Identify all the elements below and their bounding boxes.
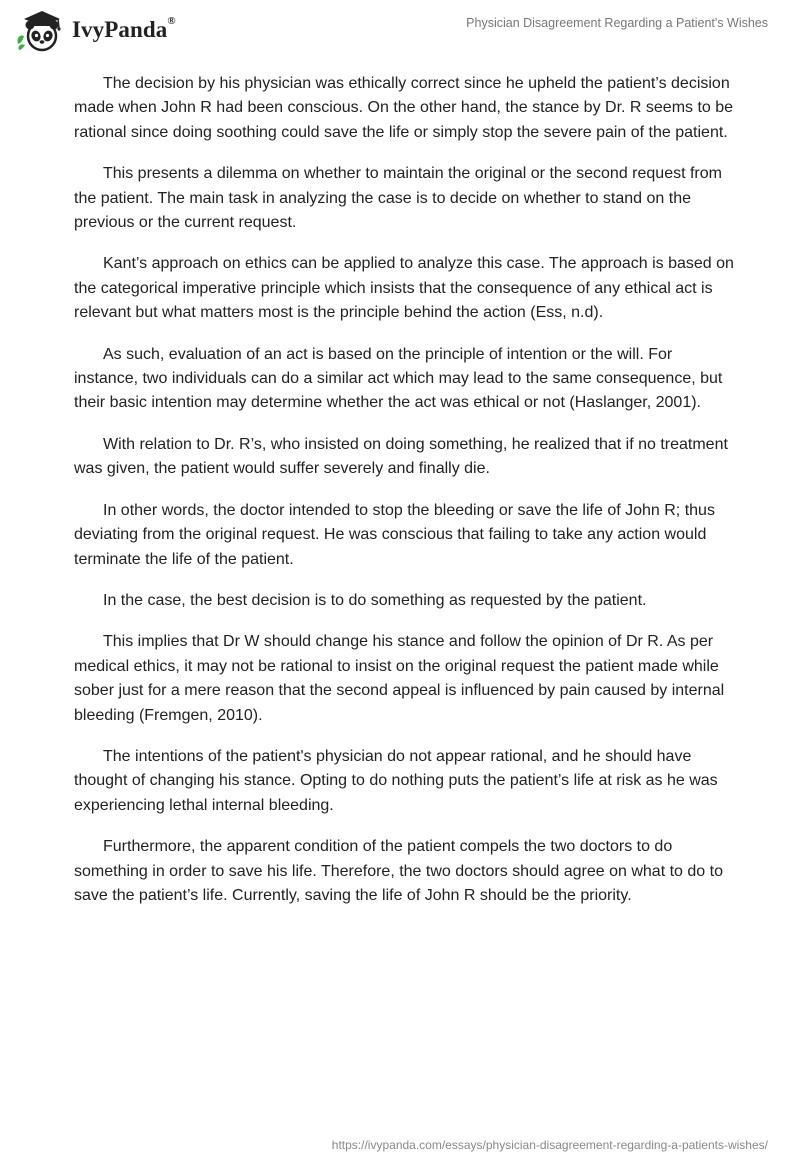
paragraph: The decision by his physician was ethically correct since he upheld the patient’s decision made when John R had been conscious. On the other hand, the stance by Dr. R seems to be rational since doing soothing could save the life or simply stop the severe pain of the patient.: [74, 75, 734, 141]
source-url[interactable]: https://ivypanda.com/essays/physician-disagreement-regarding-a-patients-wishes/: [331, 1138, 768, 1152]
paragraph: The intentions of the patient's physician do not appear rational, and he should have thought of changing his stance. Opting to do nothing puts the patient’s life at risk as he was experiencing lethal internal bleeding.: [74, 747, 718, 814]
document-title: Physician Disagreement Regarding a Patient's Wishes: [466, 16, 768, 30]
paragraph: With relation to Dr. R’s, who insisted on doing something, he realized that if no treatment was given, the patient would suffer severely and finally die.: [74, 435, 728, 478]
paragraph: This implies that Dr W should change his stance and follow the opinion of Dr R. As per medical ethics, it may not be rational to insist on the original request the patient made while sober just for a mere reason that the second appeal is influenced by pain caused by internal bleeding (Fremgen, 2010).: [74, 633, 725, 724]
paragraph: Furthermore, the apparent condition of the patient compels the two doctors to do something in order to save his life. Therefore, the two doctors should agree on what to do to save the patient’s life. Currently, saving the life of John R should be the priority.: [74, 838, 723, 904]
paragraph: In other words, the doctor intended to stop the bleeding or save the life of John R; thus deviating from the original request. He was conscious that failing to take any action would terminate the life of the patient.: [74, 501, 715, 568]
ivypanda-logo[interactable]: [14, 8, 176, 52]
page-header: [0, 0, 800, 64]
paragraph: This presents a dilemma on whether to maintain the original or the second request from the patient. The main task in analyzing the case is to decide on whether to stand on the previous or the current request.: [74, 165, 722, 232]
brand-name: IvyPanda®: [72, 15, 176, 42]
panda-graduate-icon: [14, 8, 66, 52]
paragraph: As such, evaluation of an act is based on the principle of intention or the will. For instance, two individuals can do a similar act which may lead to the same consequence, but their basic intention may determine whether the act was ethical or not (Haslanger, 2001).: [74, 345, 723, 412]
paragraph: In the case, the best decision is to do something as requested by the patient.: [103, 591, 647, 609]
paragraph: Kant’s approach on ethics can be applied to analyze this case. The approach is based on the categorical imperative principle which insists that the consequence of any ethical act is relevant but what matters most is the principle behind the action (Ess, n.d).: [74, 255, 734, 322]
essay-body: [74, 72, 734, 925]
